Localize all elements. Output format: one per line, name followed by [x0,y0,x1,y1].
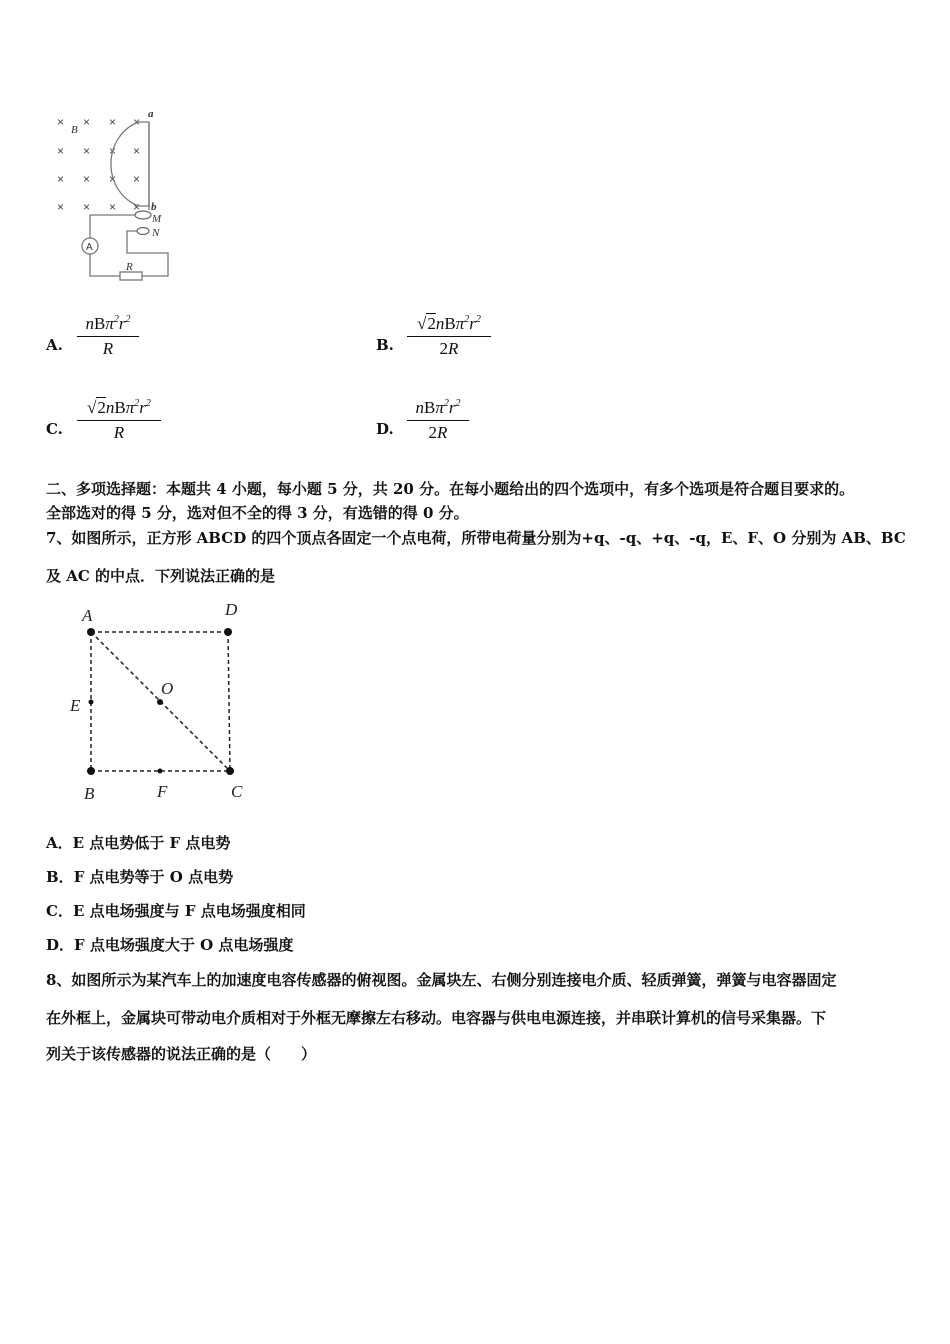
q6-option-d-formula: $nB\pi^2r^2$ 2R [407,398,469,443]
field-cross: × [109,172,117,186]
ring-M [135,211,151,219]
q7-option-d [46,935,293,955]
q6-option-b-label: B. [376,336,394,354]
resistor-icon [120,272,142,280]
q7-option-c-label: C． [46,902,73,920]
field-cross: × [57,172,65,186]
field-cross: × [109,115,117,129]
q7-option-c-text: E 点电场强度与 F 点电场强度相同 [72,902,306,920]
label-B: B [84,784,95,803]
wire-left-bottom [90,254,120,276]
field-cross: × [83,144,91,158]
q7-stem-line1: 7、如图所示，正方形 ABCD 的四个顶点各固定一个点电荷，所带电荷量分别为+q、-q、+q、-q，E、F、O 分别为 AB、BC [46,529,906,547]
label-B: B [71,124,78,136]
q7-option-d-label: D． [46,936,75,954]
q7-option-b-text: F 点电势等于 O 点电势 [73,868,234,886]
field-cross: × [83,200,91,214]
label-A: A [82,606,93,625]
semicircle-wire [111,122,149,206]
section2-line2: 全部选对的得 5 分，选对但不全的得 3 分，有选错的得 0 分。 [46,504,469,522]
q8-stem-line3: 列关于该传感器的说法正确的是（ ） [46,1045,317,1063]
q6-option-a-formula: $nB\pi^2r^2$ R [77,314,139,359]
charge-D [224,628,232,636]
field-cross: × [57,200,65,214]
square-charges-figure [60,595,260,805]
q7-option-a-label: A． [46,834,73,852]
q7-option-a [46,833,230,853]
q7-option-b [46,867,233,887]
field-cross: × [133,172,141,186]
field-cross: × [83,172,91,186]
ring-N [137,228,149,235]
wire-right [127,231,168,276]
charge-A [87,628,95,636]
label-C: C [231,782,243,801]
field-cross: × [133,144,141,158]
point-E [89,700,94,705]
point-F [158,769,163,774]
label-R: R [126,261,133,273]
section2-line1: 二、多项选择题：本题共 4 小题，每小题 5 分，共 20 分。在每小题给出的四个选项中，有多个选项是符合题目要求的。 [46,480,855,498]
field-cross: × [133,200,141,214]
label-F: F [157,782,168,801]
charge-C [226,767,234,775]
label-a: a [148,108,154,120]
label-E: E [70,696,81,715]
q7-option-b-label: B． [46,868,74,886]
label-D: D [225,600,238,619]
q7-option-a-text: E 点电势低于 F 点电势 [72,834,231,852]
field-cross: × [109,200,117,214]
q7-stem-line2: 及 AC 的中点．下列说法正确的是 [46,567,276,585]
q6-option-c-formula: $√2nB\pi^2r^2$ R [77,398,161,443]
edge-DC [228,632,230,771]
q7-option-c [46,901,306,921]
point-O [157,699,163,705]
field-cross: × [57,115,65,129]
charge-B [87,767,95,775]
q7-option-d-text: F 点电场强度大于 O 点电场强度 [74,936,294,954]
magnetic-circuit-figure [45,100,185,285]
q8-stem-line2: 在外框上，金属块可带动电介质相对于外框无摩擦左右移动。电容器与供电电源连接，并串联计算机的信号采集器。下 [46,1009,827,1027]
q6-option-b-formula: $√2nB\pi^2r^2$ 2R [407,314,491,359]
field-cross: × [57,144,65,158]
field-cross: × [133,115,141,129]
label-M: M [152,213,162,225]
label-N: N [152,227,160,239]
field-cross: × [83,115,91,129]
field-cross: × [109,144,117,158]
q6-option-d-label: D. [376,420,394,438]
label-b: b [151,201,157,213]
q6-option-a-label: A. [46,336,63,354]
wire-left-top [90,215,135,238]
q6-option-c-label: C. [46,420,63,438]
q8-stem-line1: 8、如图所示为某汽车上的加速度电容传感器的俯视图。金属块左、右侧分别连接电介质、轻质弹簧，弹簧与电容器固定 [46,971,837,989]
label-O: O [161,679,174,698]
ammeter-label: A [86,242,93,253]
